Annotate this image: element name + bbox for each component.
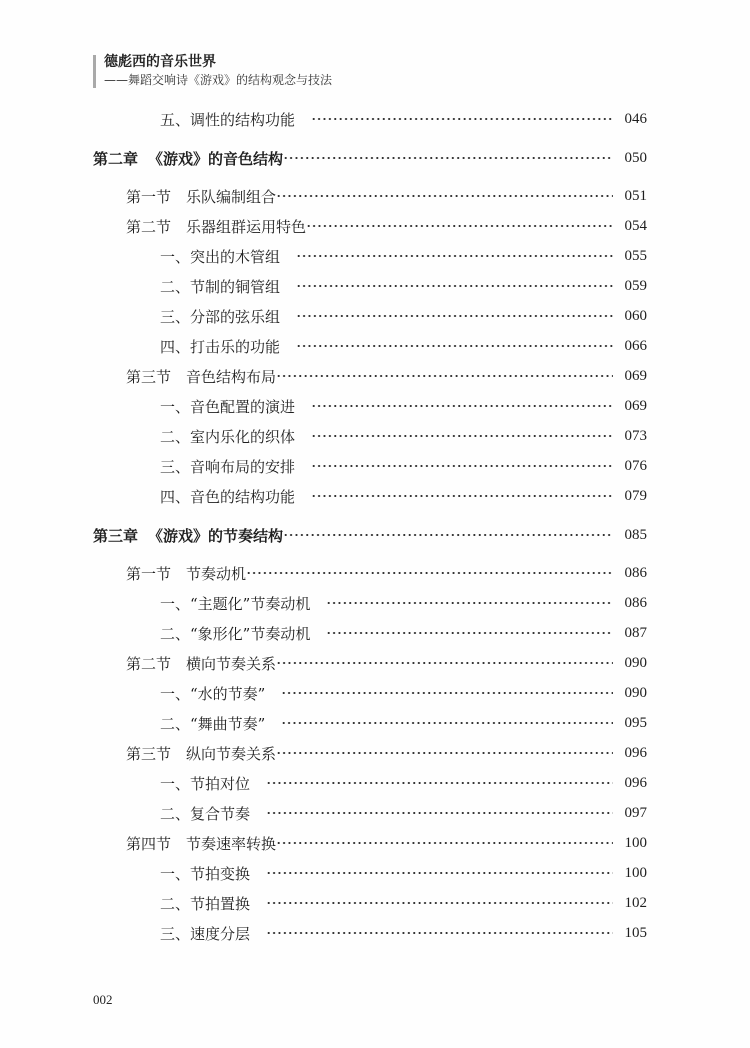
dot-leader <box>311 434 613 438</box>
entry-label: 四、打击乐的功能 <box>160 337 281 356</box>
toc-section <box>0 361 750 391</box>
dot-leader <box>276 374 613 378</box>
page-ref: 069 <box>624 367 647 384</box>
toc-entry <box>0 481 750 511</box>
dot-leader <box>281 691 613 695</box>
page-ref: 060 <box>624 307 647 324</box>
section-number: 第二节 <box>126 217 172 236</box>
entry-label: 二、室内乐化的织体 <box>160 427 296 446</box>
entry-label: 一、音色配置的演进 <box>160 397 296 416</box>
entry-label: 三、分部的弦乐组 <box>160 307 281 326</box>
dot-leader <box>281 721 613 725</box>
toc-section <box>0 648 750 678</box>
toc-entry <box>0 451 750 481</box>
entry-label: 二、节制的铜管组 <box>160 277 281 296</box>
dot-leader <box>326 631 613 635</box>
entry-label: 二、节拍置换 <box>160 894 251 913</box>
page-ref: 090 <box>624 684 647 701</box>
toc-chapter <box>0 520 750 550</box>
section-number: 第一节 <box>126 564 172 583</box>
toc-section <box>0 181 750 211</box>
entry-label: 一、突出的木管组 <box>160 247 281 266</box>
toc-entry <box>0 241 750 271</box>
entry-label: 一、节拍变换 <box>160 864 251 883</box>
page-ref: 105 <box>624 924 647 941</box>
toc-entry <box>0 331 750 361</box>
running-header-subtitle: ——舞蹈交响诗《游戏》的结构观念与技法 <box>104 73 333 87</box>
chapter-number: 第三章 <box>93 526 139 545</box>
page-ref: 059 <box>624 277 647 294</box>
dot-leader <box>246 571 613 575</box>
dot-leader <box>276 194 613 198</box>
chapter-title: 《游戏》的节奏结构 <box>148 526 284 545</box>
toc-entry <box>0 888 750 918</box>
entry-label: 五、调性的结构功能 <box>160 110 296 129</box>
section-number: 第四节 <box>126 834 172 853</box>
page-ref: 095 <box>624 714 647 731</box>
dot-leader <box>296 284 613 288</box>
page-ref: 054 <box>624 217 647 234</box>
entry-label: 一、“水的节奏” <box>160 684 266 703</box>
page-ref: 096 <box>624 744 647 761</box>
section-title: 纵向节奏关系 <box>186 744 277 763</box>
toc-entry <box>0 391 750 421</box>
dot-leader <box>266 811 613 815</box>
toc-section <box>0 558 750 588</box>
dot-leader <box>311 117 613 121</box>
page-ref: 096 <box>624 774 647 791</box>
page-ref: 050 <box>624 149 647 166</box>
toc-section <box>0 211 750 241</box>
entry-label: 二、“舞曲节奏” <box>160 714 266 733</box>
page-ref: 055 <box>624 247 647 264</box>
section-title: 节奏速率转换 <box>186 834 277 853</box>
page-ref: 066 <box>624 337 647 354</box>
dot-leader <box>283 156 613 160</box>
page-ref: 100 <box>624 864 647 881</box>
running-header-bar <box>93 55 96 88</box>
entry-label: 二、“象形化”节奏动机 <box>160 624 311 643</box>
entry-label: 一、节拍对位 <box>160 774 251 793</box>
entry-label: 三、音响布局的安排 <box>160 457 296 476</box>
toc-entry <box>0 618 750 648</box>
toc-section <box>0 828 750 858</box>
dot-leader <box>311 494 613 498</box>
toc-entry <box>0 104 750 134</box>
page-ref: 079 <box>624 487 647 504</box>
page-ref: 069 <box>624 397 647 414</box>
dot-leader <box>266 871 613 875</box>
page-ref: 086 <box>624 564 647 581</box>
folio-page-number: 002 <box>93 992 113 1007</box>
dot-leader <box>276 841 613 845</box>
toc-entry <box>0 271 750 301</box>
toc-chapter <box>0 143 750 173</box>
dot-leader <box>296 344 613 348</box>
toc-section <box>0 738 750 768</box>
dot-leader <box>326 601 613 605</box>
section-title: 乐队编制组合 <box>186 187 277 206</box>
section-title: 节奏动机 <box>186 564 247 583</box>
toc-entry <box>0 858 750 888</box>
toc-entry <box>0 678 750 708</box>
dot-leader <box>311 404 613 408</box>
section-title: 横向节奏关系 <box>186 654 277 673</box>
dot-leader <box>266 781 613 785</box>
toc-entry <box>0 798 750 828</box>
entry-label: 四、音色的结构功能 <box>160 487 296 506</box>
dot-leader <box>296 314 613 318</box>
page-ref: 086 <box>624 594 647 611</box>
page-ref: 046 <box>624 110 647 127</box>
entry-label: 一、“主题化”节奏动机 <box>160 594 311 613</box>
section-title: 乐器组群运用特色 <box>186 217 307 236</box>
toc-entry <box>0 588 750 618</box>
dot-leader <box>266 901 613 905</box>
table-of-contents <box>0 104 750 948</box>
page-ref: 102 <box>624 894 647 911</box>
dot-leader <box>296 254 613 258</box>
section-number: 第一节 <box>126 187 172 206</box>
dot-leader <box>283 533 613 537</box>
page-ref: 097 <box>624 804 647 821</box>
entry-label: 三、速度分层 <box>160 924 251 943</box>
toc-entry <box>0 768 750 798</box>
page-ref: 076 <box>624 457 647 474</box>
page-ref: 051 <box>624 187 647 204</box>
page-ref: 085 <box>624 526 647 543</box>
section-number: 第三节 <box>126 367 172 386</box>
page-ref: 073 <box>624 427 647 444</box>
chapter-title: 《游戏》的音色结构 <box>148 149 284 168</box>
page-ref: 087 <box>624 624 647 641</box>
dot-leader <box>276 751 613 755</box>
dot-leader <box>266 931 613 935</box>
toc-entry <box>0 421 750 451</box>
section-number: 第二节 <box>126 654 172 673</box>
toc-entry <box>0 301 750 331</box>
page-ref: 100 <box>624 834 647 851</box>
toc-entry <box>0 708 750 738</box>
section-number: 第三节 <box>126 744 172 763</box>
running-header-book-title: 德彪西的音乐世界 <box>104 54 216 70</box>
toc-entry <box>0 918 750 948</box>
chapter-number: 第二章 <box>93 149 139 168</box>
dot-leader <box>276 661 613 665</box>
entry-label: 二、复合节奏 <box>160 804 251 823</box>
dot-leader <box>311 464 613 468</box>
section-title: 音色结构布局 <box>186 367 277 386</box>
dot-leader <box>306 224 613 228</box>
page-ref: 090 <box>624 654 647 671</box>
